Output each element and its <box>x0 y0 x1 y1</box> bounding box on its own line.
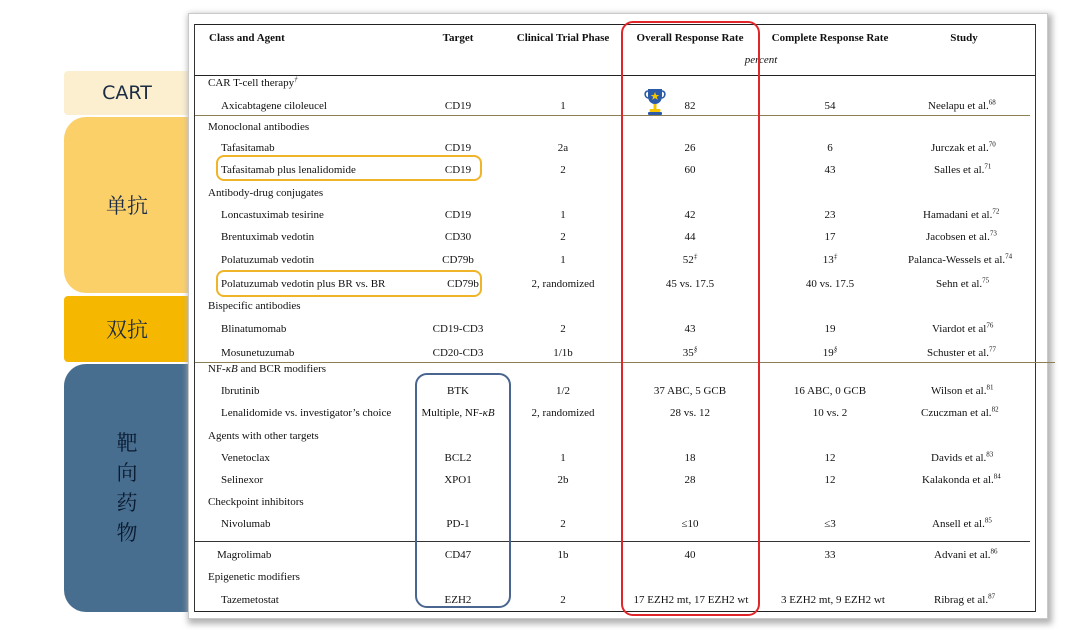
cell-target: BTK <box>447 385 469 397</box>
cell-phase: 2a <box>557 142 569 154</box>
header-orr: Overall Response Rate <box>636 32 744 44</box>
cell-crr: 54 <box>824 100 836 112</box>
highlight-box-targets <box>415 373 511 608</box>
cell-target: CD19 <box>444 209 472 221</box>
cell-orr: 60 <box>684 164 696 176</box>
cell-crr: 17 <box>824 231 836 243</box>
cell-agent: Loncastuximab tesirine <box>221 209 324 221</box>
cell-crr: 6 <box>827 142 833 154</box>
cell-study: Salles et al.$^{71}$ <box>934 162 992 176</box>
cell-target: CD20-CD3 <box>432 347 484 359</box>
unit-label: percent <box>744 54 778 66</box>
cell-study: Kalakonda et al.$^{84}$ <box>922 472 1001 486</box>
cell-agent: Venetoclax <box>221 452 270 464</box>
category-tab-bispecific: 双抗 <box>64 296 204 362</box>
cell-target: CD19-CD3 <box>432 323 484 335</box>
header-rule <box>195 75 1035 76</box>
cell-agent: Ibrutinib <box>221 385 260 397</box>
cell-study: Viardot et $al^{76}$ <box>932 321 994 335</box>
cell-orr: 26 <box>684 142 696 154</box>
cell-crr: 33 <box>824 549 836 561</box>
cell-phase: 2, randomized <box>531 278 595 290</box>
cell-phase: 1 <box>560 100 566 112</box>
cell-phase: 1/1b <box>553 347 573 359</box>
cell-orr: 42 <box>684 209 696 221</box>
cell-crr: 16 ABC, 0 GCB <box>793 385 867 397</box>
cell-agent: Brentuximab vedotin <box>221 231 315 243</box>
cell-crr: 10 vs. 2 <box>812 407 848 419</box>
trophy-icon <box>643 87 667 117</box>
cell-agent: Polatuzumab vedotin plus BR vs. BR <box>221 278 386 290</box>
cell-crr: 12 <box>824 474 836 486</box>
cell-crr: 3 EZH2 mt, 9 EZH2 wt <box>781 594 885 606</box>
cell-target: XPO1 <box>444 474 472 486</box>
cell-study: Advani et al.$^{86}$ <box>934 547 998 561</box>
cell-study: Ribrag et al.$^{87}$ <box>934 592 996 606</box>
cell-target: CD79b <box>447 278 479 290</box>
group-cart: CAR T-cell therapy† <box>208 75 298 89</box>
cell-target: BCL2 <box>444 452 472 464</box>
cell-agent: Tafasitamab plus lenalidomide <box>221 164 356 176</box>
cell-crr: 19 <box>824 323 836 335</box>
cell-target: CD19 <box>444 100 472 112</box>
header-agent: Class and Agent <box>209 32 285 44</box>
cell-crr: 13‡ <box>822 252 838 266</box>
cell-target: CD47 <box>444 549 472 561</box>
cell-phase: 1 <box>560 254 566 266</box>
header-study: Study <box>950 32 978 44</box>
header-target: Target <box>442 32 474 44</box>
cell-crr: 23 <box>824 209 836 221</box>
cell-study: Ansell et al.$^{85}$ <box>932 516 992 530</box>
cell-orr: 44 <box>684 231 696 243</box>
cell-agent: Mosunetuzumab <box>221 347 295 359</box>
cell-study: Davids et al.$^{83}$ <box>931 450 994 464</box>
highlight-box-tafasitamab <box>216 155 482 181</box>
cell-study: Schuster et al.$^{77}$ <box>927 345 997 359</box>
cell-target: CD79b <box>442 254 474 266</box>
cell-agent: Tafasitamab <box>221 142 275 154</box>
group-bispecific: Bispecific antibodies <box>208 300 301 312</box>
cell-phase: 1 <box>560 452 566 464</box>
cell-orr: ≤10 <box>681 518 699 530</box>
cell-study: Czuczman et al.$^{82}$ <box>921 405 999 419</box>
cell-agent: Nivolumab <box>221 518 271 530</box>
cell-target: CD19 <box>444 164 472 176</box>
cell-target: PD-1 <box>446 518 470 530</box>
cell-orr: 40 <box>684 549 696 561</box>
group-nfkb: NF-κB and BCR modifiers <box>208 363 327 375</box>
cell-study: Wilson et al.$^{81}$ <box>931 383 994 397</box>
cell-orr: 82 <box>684 100 696 112</box>
group-checkpoint: Checkpoint inhibitors <box>208 496 304 508</box>
bottom-rule <box>195 611 1035 612</box>
cell-target: CD30 <box>444 231 472 243</box>
category-tab-targeted: 靶向药物 <box>64 364 204 612</box>
cell-orr: 28 vs. 12 <box>669 407 711 419</box>
cell-agent: Axicabtagene ciloleucel <box>221 100 327 112</box>
cell-agent: Magrolimab <box>217 549 272 561</box>
cell-orr: 37 ABC, 5 GCB <box>653 385 727 397</box>
cell-crr: ≤3 <box>824 518 836 530</box>
cell-phase: 2 <box>560 164 566 176</box>
group-epigenetic: Epigenetic modifiers <box>208 571 300 583</box>
group-other-targets: Agents with other targets <box>208 430 319 442</box>
cell-orr: 28 <box>684 474 696 486</box>
cell-target: EZH2 <box>444 594 472 606</box>
top-rule <box>195 24 1035 25</box>
category-tab-cart: CART <box>64 71 204 115</box>
cell-phase: 2 <box>560 231 566 243</box>
cell-crr: 12 <box>824 452 836 464</box>
cell-crr: 43 <box>824 164 836 176</box>
cell-phase: 2b <box>557 474 569 486</box>
cell-study: Jurczak et al.$^{70}$ <box>931 140 996 154</box>
cell-crr: 19§ <box>822 345 838 359</box>
cell-target: CD19 <box>444 142 472 154</box>
section-divider <box>195 541 1030 542</box>
cell-agent: Polatuzumab vedotin <box>221 254 315 266</box>
cell-agent: Blinatumomab <box>221 323 287 335</box>
cell-study: Palanca-Wessels et al.$^{74}$ <box>908 252 1013 266</box>
cell-phase: 1b <box>557 549 569 561</box>
section-divider <box>195 115 1030 116</box>
cell-phase: 2, randomized <box>531 407 595 419</box>
cell-phase: 1 <box>560 209 566 221</box>
cell-study: Neelapu et al.$^{68}$ <box>928 98 996 112</box>
cell-orr: 35§ <box>682 345 698 359</box>
cell-study: Jacobsen et al.$^{73}$ <box>926 229 997 243</box>
cell-phase: 2 <box>560 323 566 335</box>
cell-orr: 45 vs. 17.5 <box>665 278 715 290</box>
group-adc: Antibody-drug conjugates <box>208 187 324 199</box>
highlight-box-orr-column <box>621 21 760 616</box>
cell-agent: Tazemetostat <box>221 594 279 606</box>
category-tab-monoclonal: 单抗 <box>64 117 204 293</box>
cell-orr: 17 EZH2 mt, 17 EZH2 wt <box>633 594 749 606</box>
highlight-box-polatuzumab <box>216 270 482 297</box>
group-monoclonal: Monoclonal antibodies <box>208 121 310 133</box>
cell-phase: 2 <box>560 594 566 606</box>
cell-phase: 1/2 <box>555 385 571 397</box>
header-phase: Clinical Trial Phase <box>516 32 610 44</box>
cell-study: Sehn et al.$^{75}$ <box>936 276 990 290</box>
cell-orr: 18 <box>684 452 696 464</box>
cell-target: Multiple, NF-κB <box>421 407 495 419</box>
cell-phase: 2 <box>560 518 566 530</box>
cell-study: Hamadani et al.$^{72}$ <box>923 207 1000 221</box>
cell-orr: 43 <box>684 323 696 335</box>
cell-agent: Lenalidomide vs. investigator’s choice <box>221 407 392 419</box>
header-crr: Complete Response Rate <box>771 32 889 44</box>
cell-orr: 52‡ <box>682 252 698 266</box>
cell-crr: 40 vs. 17.5 <box>805 278 855 290</box>
cell-agent: Selinexor <box>221 474 264 486</box>
